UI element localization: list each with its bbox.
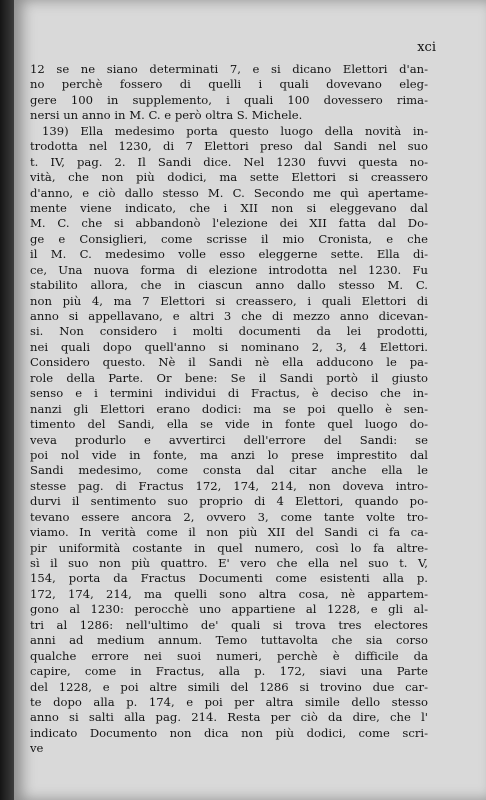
text-line: trodotta nel 1230, di 7 Elettori preso dal Sandi nel suo	[30, 139, 428, 154]
text-line: role della Parte. Or bene: Se il Sandi portò il giusto	[30, 370, 428, 385]
book-page	[14, 0, 486, 800]
text-line: d'anno, e ciò dallo stesso M. C. Secondo me quì apertame-	[30, 185, 428, 200]
text-line: t. IV, pag. 2. Il Sandi dice. Nel 1230 fuvvi questa no-	[30, 154, 428, 169]
body-text	[30, 62, 428, 757]
text-line: tri al 1286: nell'ultimo de' quali si trova tres electores	[30, 617, 428, 632]
text-line: vità, che non più dodici, ma sette Elettori si creassero	[30, 170, 428, 185]
text-line: tevano essere ancora 2, ovvero 3, come tante volte tro-	[30, 509, 428, 524]
text-line: no perchè fossero di quelli i quali dovevano eleg-	[30, 77, 428, 92]
text-line: durvi il sentimento suo proprio di 4 Elettori, quando po-	[30, 494, 428, 509]
text-line: nanzi gli Elettori erano dodici: ma se poi quello è sen-	[30, 401, 428, 416]
text-line: viamo. In verità come il non più XII del Sandi ci fa ca-	[30, 525, 428, 540]
text-line: indicato Documento non dica non più dodici, come scri-	[30, 725, 428, 740]
text-line: te dopo alla p. 174, e poi per altra simile dello stesso	[30, 694, 428, 709]
text-line: anni ad medium annum. Temo tuttavolta che sia corso	[30, 633, 428, 648]
text-line: M. C. che si abbandonò l'elezione dei XII fatta dal Do-	[30, 216, 428, 231]
text-line: anno si salti alla pag. 214. Resta per ciò da dire, che l'	[30, 710, 428, 725]
text-line: stesse pag. di Fractus 172, 174, 214, non doveva intro-	[30, 478, 428, 493]
text-line: il M. C. medesimo volle esso eleggerne sette. Ella di-	[30, 247, 428, 262]
text-line: veva produrlo e avvertirci dell'errore del Sandi: se	[30, 432, 428, 447]
text-line: senso e i termini individui di Fractus, è deciso che in-	[30, 386, 428, 401]
text-line: capire, come in Fractus, alla p. 172, siavi una Parte	[30, 664, 428, 679]
text-line: poi nol vide in fonte, ma anzi lo prese imprestito dal	[30, 447, 428, 462]
text-line: Considero questo. Nè il Sandi nè ella adducono le pa-	[30, 355, 428, 370]
text-line: stabilito allora, che in ciascun anno dallo stesso M. C.	[30, 278, 428, 293]
text-line: si. Non considero i molti documenti da lei prodotti,	[30, 324, 428, 339]
text-line: anno si appellavano, e altri 3 che di mezzo anno dicevan-	[30, 309, 428, 323]
text-line: ce, Una nuova forma di elezione introdotta nel 1230. Fu	[30, 262, 428, 277]
text-line: nersi un anno in M. C. e però oltra S. Michele.	[30, 108, 303, 123]
text-line: gono al 1230: perocchè uno appartiene al 1228, e gli al-	[30, 602, 428, 617]
text-line: del 1228, e poi altre simili del 1286 si trovino due car-	[30, 679, 428, 694]
text-line: qualche errore nei suoi numeri, perchè è difficile da	[30, 648, 428, 663]
text-line: mente viene indicato, che i XII non si eleggevano dal	[30, 200, 428, 215]
text-line: sì il suo non più quattro. E' vero che ella nel suo t. V,	[30, 556, 428, 570]
text-line: Sandi medesimo, come consta dal citar anche ella le	[30, 463, 428, 478]
text-line: ge e Consiglieri, come scrisse il mio Cronista, e che	[30, 231, 428, 246]
text-line: 172, 174, 214, ma quelli sono altra cosa, nè appartem-	[30, 586, 428, 601]
text-line: timento del Sandi, ella se vide in fonte quel luogo do-	[30, 417, 428, 432]
text-line: ve	[30, 741, 44, 756]
book-gutter	[0, 0, 14, 800]
text-line: pir uniformità costante in quel numero, così lo fa altre-	[30, 540, 428, 555]
page-number: xci	[417, 40, 436, 55]
text-line: 139) Ella medesimo porta questo luogo della novità in-	[42, 123, 428, 138]
text-line: 12 se ne siano determinati 7, e si dicano Elettori d'an-	[30, 62, 428, 76]
text-line: gere 100 in supplemento, i quali 100 dovessero rima-	[30, 92, 428, 107]
text-line: non più 4, ma 7 Elettori si creassero, i quali Elettori di	[30, 293, 428, 308]
text-line: nei quali dopo quell'anno si nominano 2, 3, 4 Elettori.	[30, 339, 428, 354]
text-line: 154, porta da Fractus Documenti come esistenti alla p.	[30, 571, 428, 586]
